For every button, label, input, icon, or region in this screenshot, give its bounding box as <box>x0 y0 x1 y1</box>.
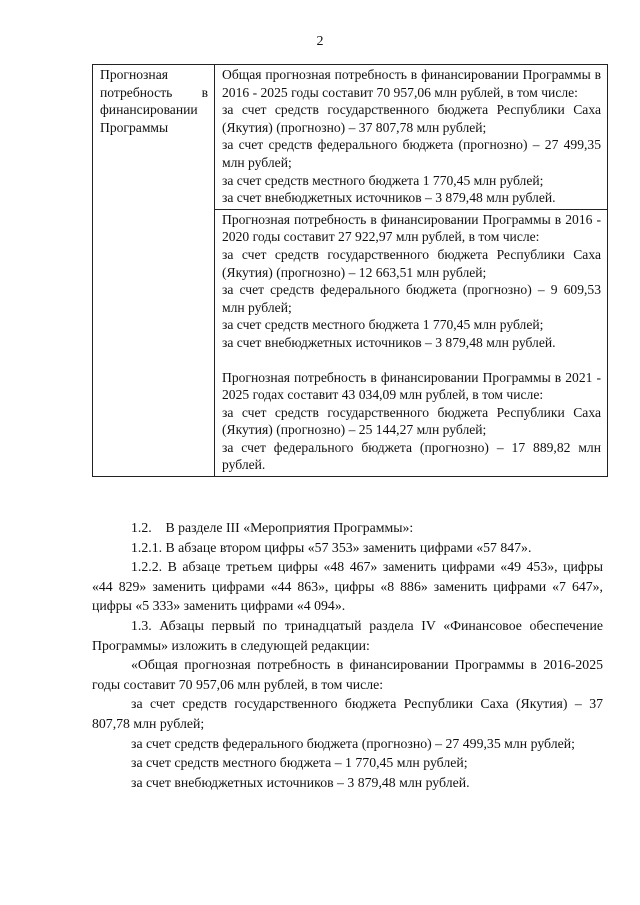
paragraph: 1.2.2. В абзаце третьем цифры «48 467» заменить цифрами «49 453», цифры «44 829» заменить цифрами «44 863», цифры «8 886» заменить цифрами «7 647», цифры «5 333» заменить цифрами «4 094». <box>92 559 603 614</box>
list-item: за счет федерального бюджета (прогнозно) – 17 889,82 млн рублей. <box>222 439 601 473</box>
paragraph: 1.2. В разделе III «Мероприятия Программы»: <box>131 520 414 535</box>
period-financing-cell <box>215 209 608 476</box>
body-text <box>92 518 603 792</box>
list-item: за счет средств государственного бюджета Республики Саха (Якутия) (прогнозно) – 12 663,51 млн рублей; <box>222 246 601 280</box>
row-label-line: финансировании <box>100 102 198 118</box>
list-item: за счет средств федерального бюджета (прогнозно) – 9 609,53 млн рублей; <box>222 282 601 315</box>
row-label-cell <box>93 65 215 477</box>
paragraph: за счет средств местного бюджета – 1 770,45 млн рублей; <box>131 755 468 771</box>
period2-intro: Прогнозная потребность в финансировании Программы в 2021 - 2025 годах составит 43 034,09 млн рублей, в том числе: <box>222 369 601 403</box>
total-intro: Общая прогнозная потребность в финансировании Программы в 2016 - 2025 годы составит 70 957,06 млн рублей, в том числе: <box>222 67 601 100</box>
table-row <box>93 65 608 210</box>
page-number: 2 <box>316 34 324 49</box>
list-item: за счет внебюджетных источников – 3 879,48 млн рублей. <box>222 334 556 350</box>
list-item: за счет средств местного бюджета 1 770,45 млн рублей; <box>222 317 544 333</box>
spacer <box>222 352 601 369</box>
paragraph: «Общая прогнозная потребность в финансировании Программы в 2016-2025 годы составит 70 957,06 млн рублей, в том числе: <box>92 657 603 692</box>
paragraph: 1.2.1. В абзаце втором цифры «57 353» заменить цифрами «57 847». <box>131 539 532 555</box>
paragraph: за счет средств государственного бюджета Республики Саха (Якутия) – 37 807,78 млн рублей; <box>92 696 603 731</box>
row-label-line: Прогнозная <box>100 67 168 82</box>
row-label-word: потребность <box>100 84 173 100</box>
paragraph: 1.3. Абзацы первый по тринадцатый раздела IV «Финансовое обеспечение Программы» изложить в следующей редакции: <box>92 617 603 653</box>
list-item: за счет внебюджетных источников – 3 879,48 млн рублей. <box>222 190 556 206</box>
row-label-word: в <box>201 84 208 100</box>
paragraph: за счет средств федерального бюджета (прогнозно) – 27 499,35 млн рублей; <box>131 735 575 751</box>
list-item: за счет средств федерального бюджета (прогнозно) – 27 499,35 млн рублей; <box>222 137 601 170</box>
row-label-line: Программы <box>100 119 169 135</box>
list-item: за счет средств государственного бюджета Республики Саха (Якутия) (прогнозно) – 37 807,78 млн рублей; <box>222 102 601 135</box>
list-item: за счет средств местного бюджета 1 770,45 млн рублей; <box>222 172 544 188</box>
list-item: за счет средств государственного бюджета Республики Саха (Якутия) (прогнозно) – 25 144,27 млн рублей; <box>222 404 601 438</box>
financing-table <box>92 64 608 477</box>
row-label-line <box>100 84 208 102</box>
period1-intro: Прогнозная потребность в финансировании Программы в 2016 - 2020 годы составит 27 922,97 млн рублей, в том числе: <box>222 211 601 245</box>
paragraph: за счет внебюджетных источников – 3 879,48 млн рублей. <box>131 774 470 790</box>
total-financing-cell <box>215 65 608 210</box>
